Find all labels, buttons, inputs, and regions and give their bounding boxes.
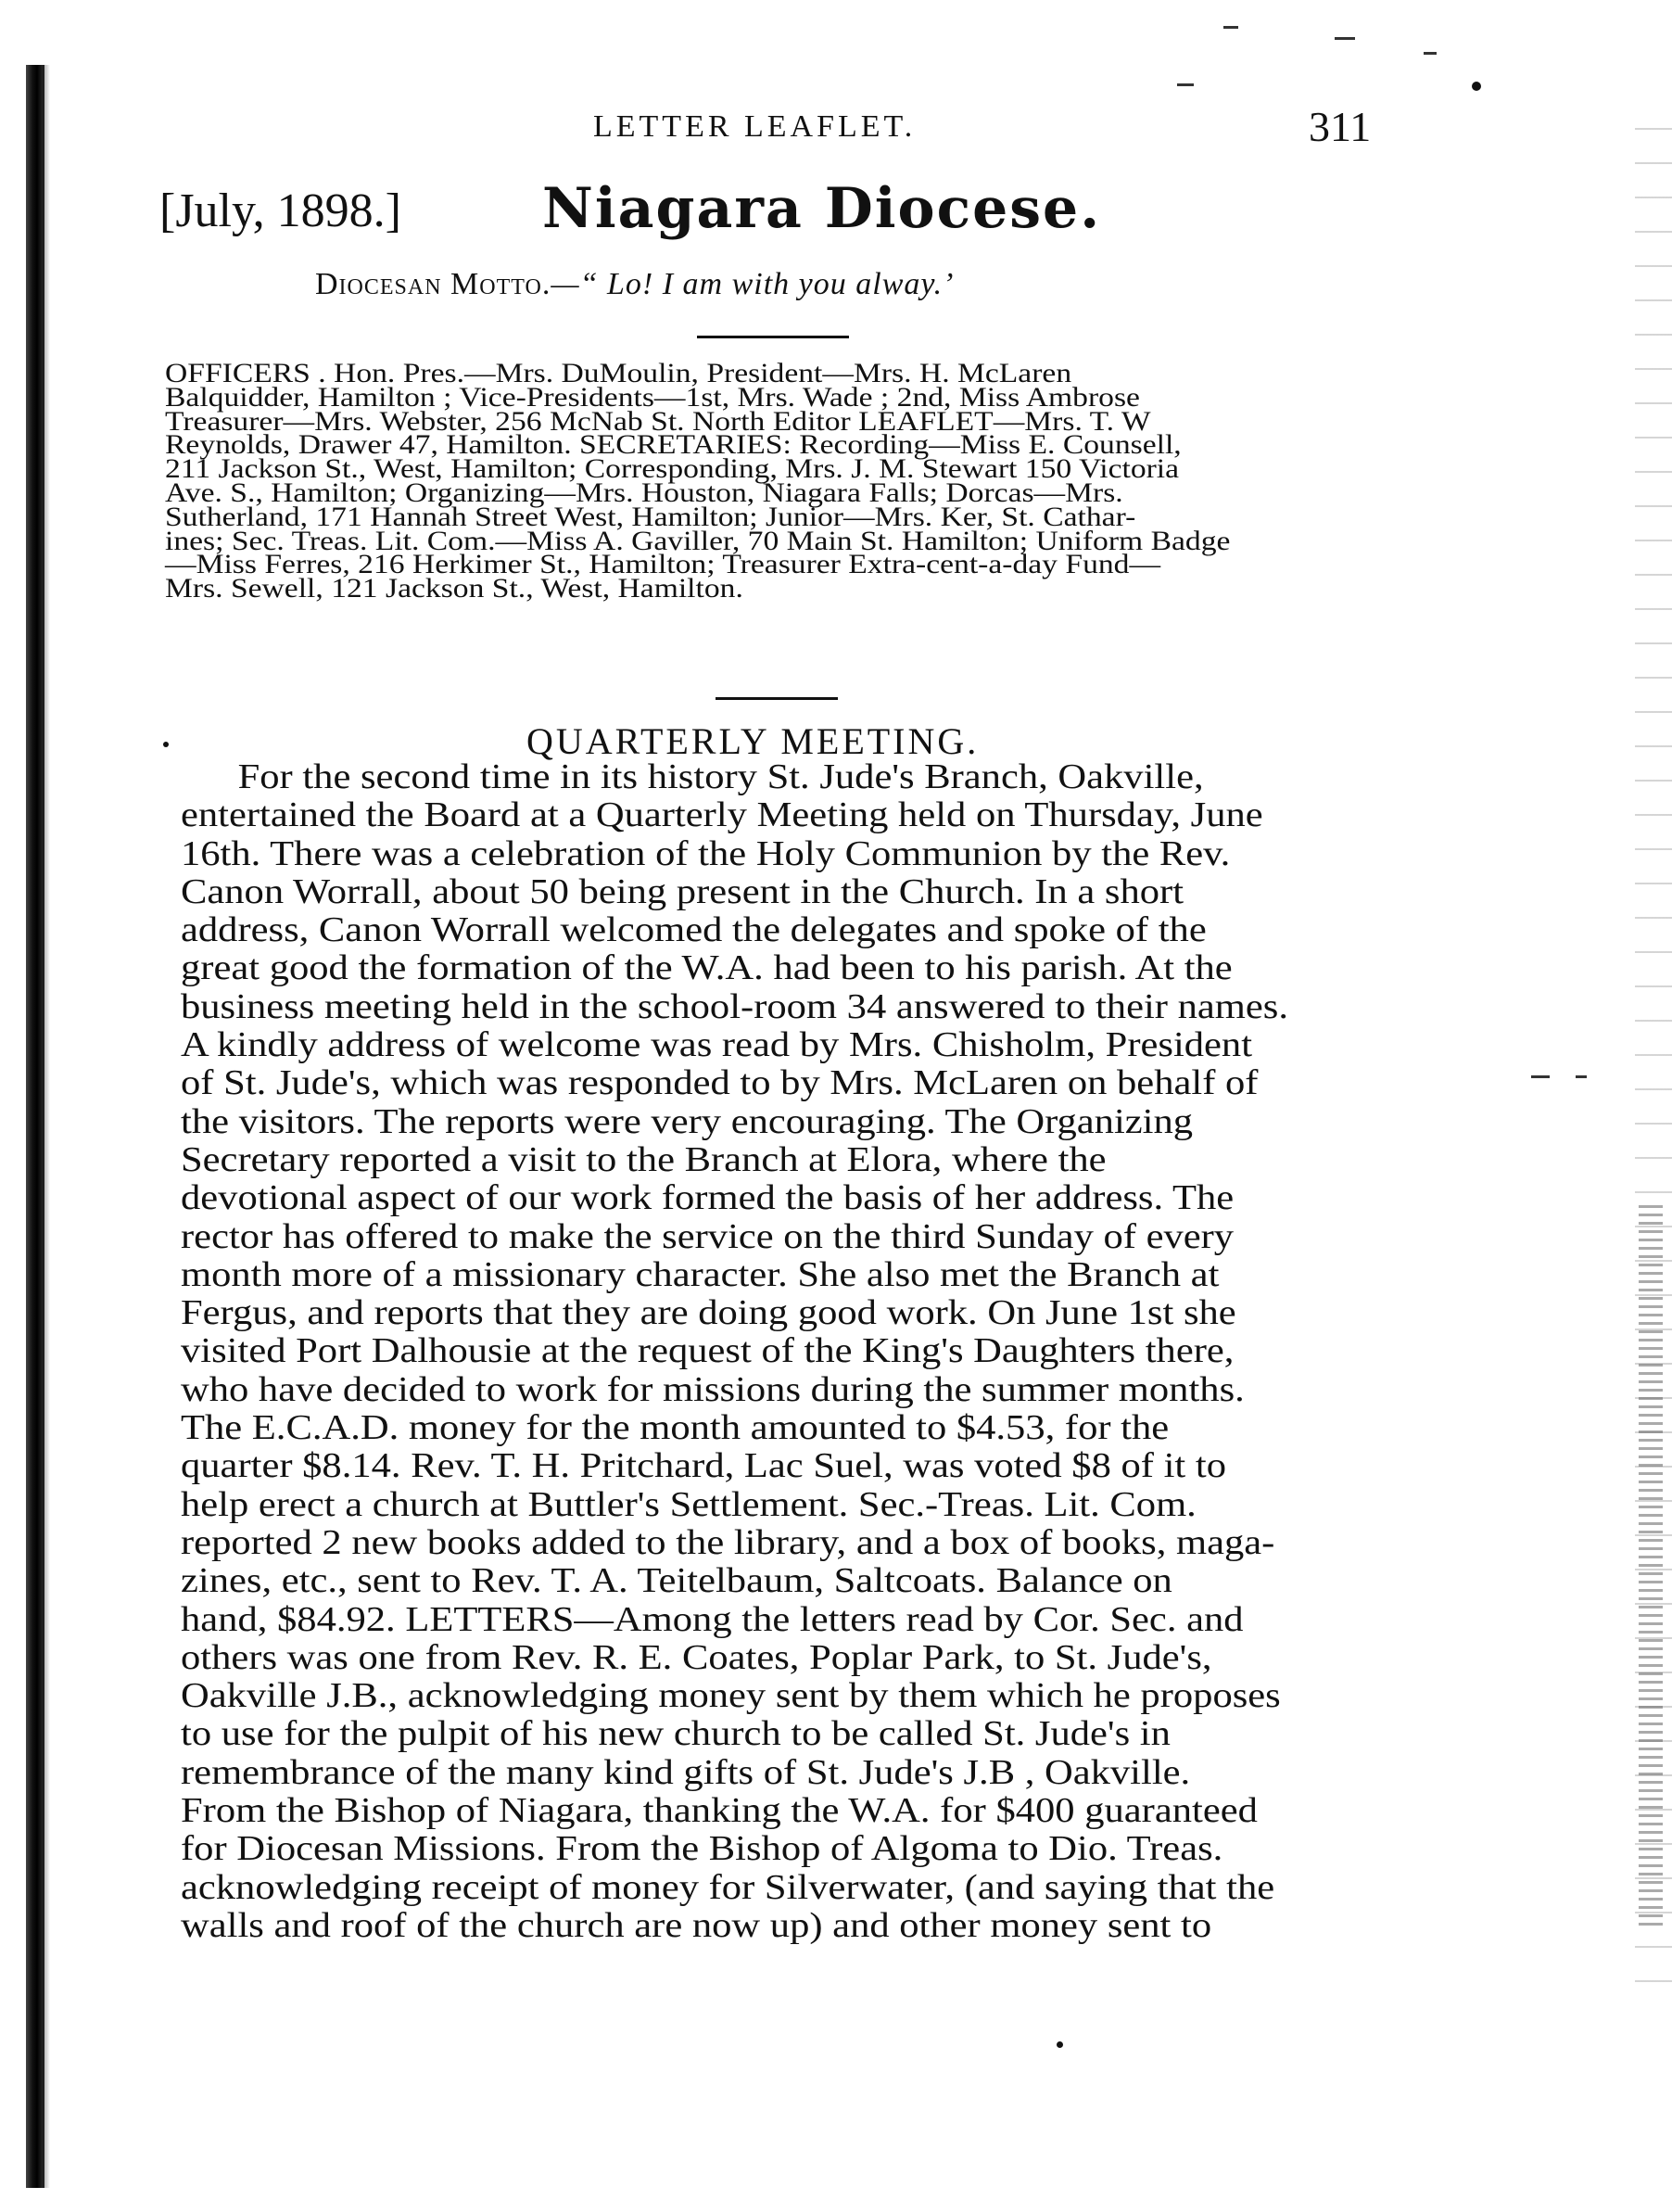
officers-line: Balquidder, Hamilton ; Vice-Presidents—1st, Mrs. Wade ; 2nd, Miss Ambrose [165,381,1140,413]
article-line: 16th. There was a celebration of the Holy Communion by the Rev. [181,833,1231,873]
officers-line: ines; Sec. Treas. Lit. Com.—Miss A. Gaviller, 70 Main St. Hamilton; Uniform Badge [165,525,1231,556]
article-line: For the second time in its history St. Jude's Branch, Oakville, [237,757,1204,796]
motto-text: —“ Lo! I am with you alway.’ [551,267,955,301]
article-line: help erect a church at Buttler's Settlement. Sec.-Treas. Lit. Com. [181,1484,1197,1524]
article-line: The E.C.A.D. money for the month amounted to $4.53, for the [181,1408,1170,1448]
officers-line: Ave. S., Hamilton; Organizing—Mrs. Houston, Niagara Falls; Dorcas—Mrs. [165,477,1123,508]
issue-date: [July, 1898.] [159,184,401,237]
article-line: From the Bishop of Niagara, thanking the W.A. for $400 guaranteed [181,1791,1258,1831]
speck [1472,82,1481,91]
article-line: acknowledging receipt of money for Silverwater, (and saying that the [181,1867,1275,1907]
article-line: who have decided to work for missions during the summer months. [181,1369,1245,1409]
article-line: Fergus, and reports that they are doing good work. On June 1st she [181,1293,1236,1333]
article-line: Oakville J.B., acknowledging money sent by them which he proposes [181,1676,1281,1716]
speck [1223,26,1238,29]
article-line: Secretary reported a visit to the Branch at Elora, where the [181,1139,1107,1179]
running-title: LETTER LEAFLET. [593,109,917,144]
officers-line: Reynolds, Drawer 47, Hamilton. SECRETARIES: Recording—Miss E. Counsell, [165,429,1182,461]
article-line: A kindly address of welcome was read by Mrs. Chisholm, President [181,1025,1253,1065]
article-line: remembrance of the many kind gifts of St. Jude's J.B , Oakville. [181,1752,1191,1792]
officers-line: Treasurer—Mrs. Webster, 256 McNab St. North Editor LEAFLET—Mrs. T. W [165,405,1151,437]
article-line: rector has offered to make the service on the third Sunday of every [181,1216,1235,1256]
article-line: visited Port Dalhousie at the request of the King's Daughters there, [181,1331,1235,1371]
divider-rule [697,336,849,338]
officers-list [165,358,1398,604]
officers-line: 211 Jackson St., West, Hamilton; Corresponding, Mrs. J. M. Stewart 150 Victoria [165,453,1180,485]
article-line: for Diocesan Missions. From the Bishop of Algoma to Dio. Treas. [181,1829,1223,1869]
speck [1177,83,1194,86]
page-edge-texture-lower [1639,1205,1663,1928]
article-line: reported 2 new books added to the library, and a box of books, maga- [181,1522,1275,1562]
article-line: to use for the pulpit of his new church to be called St. Jude's in [181,1714,1171,1754]
spine-bar [26,65,44,2188]
motto-label: Diocesan Motto. [315,267,551,301]
article-line: of St. Jude's, which was responded to by Mrs. McLaren on behalf of [181,1063,1259,1103]
article-line: the visitors. The reports were very encouraging. The Organizing [181,1101,1194,1141]
speck [163,742,169,747]
article-line: walls and roof of the church are now up) and other money sent to [181,1905,1212,1945]
officers-line: Mrs. Sewell, 121 Jackson St., West, Hamilton. [165,573,743,604]
article-line: month more of a missionary character. She also met the Branch at [181,1254,1220,1294]
speck [1335,37,1355,40]
article-line: business meeting held in the school-room 34 answered to their names. [181,986,1288,1026]
divider-rule [716,697,838,700]
article-body [181,758,1395,1945]
article-line: zines, etc., sent to Rev. T. A. Teitelbaum, Saltcoats. Balance on [181,1561,1172,1601]
officers-line: OFFICERS . Hon. Pres.—Mrs. DuMoulin, President—Mrs. H. McLaren [165,358,1072,388]
book-spine-shadow [0,0,48,2212]
speck [1576,1075,1587,1078]
diocesan-motto [315,267,954,302]
article-line: great good the formation of the W.A. had been to his parish. At the [181,948,1233,988]
spine-gradient [43,65,50,2188]
speck [1424,52,1437,55]
officers-line: Sutherland, 171 Hannah Street West, Hamilton; Junior—Mrs. Ker, St. Cathar- [165,501,1136,532]
article-line: Canon Worrall, about 50 being present in the Church. In a short [181,871,1184,911]
article-line: others was one from Rev. R. E. Coates, Poplar Park, to St. Jude's, [181,1637,1212,1677]
article-line: entertained the Board at a Quarterly Meeting held on Thursday, June [181,795,1263,835]
article-line: devotional aspect of our work formed the basis of her address. The [181,1178,1235,1218]
article-line: address, Canon Worrall welcomed the delegates and spoke of the [181,910,1207,950]
speck [1057,2041,1063,2048]
page-number: 311 [1309,103,1372,150]
diocese-title: Niagara Diocese. [542,176,1102,241]
article-line: quarter $8.14. Rev. T. H. Pritchard, Lac Suel, was voted $8 of it to [181,1446,1226,1486]
officers-line: —Miss Ferres, 216 Herkimer St., Hamilton; Treasurer Extra-cent-a-day Fund— [165,549,1161,580]
article-line: hand, $84.92. LETTERS—Among the letters read by Cor. Sec. and [181,1599,1244,1639]
article-heading: QUARTERLY MEETING. [526,720,980,762]
